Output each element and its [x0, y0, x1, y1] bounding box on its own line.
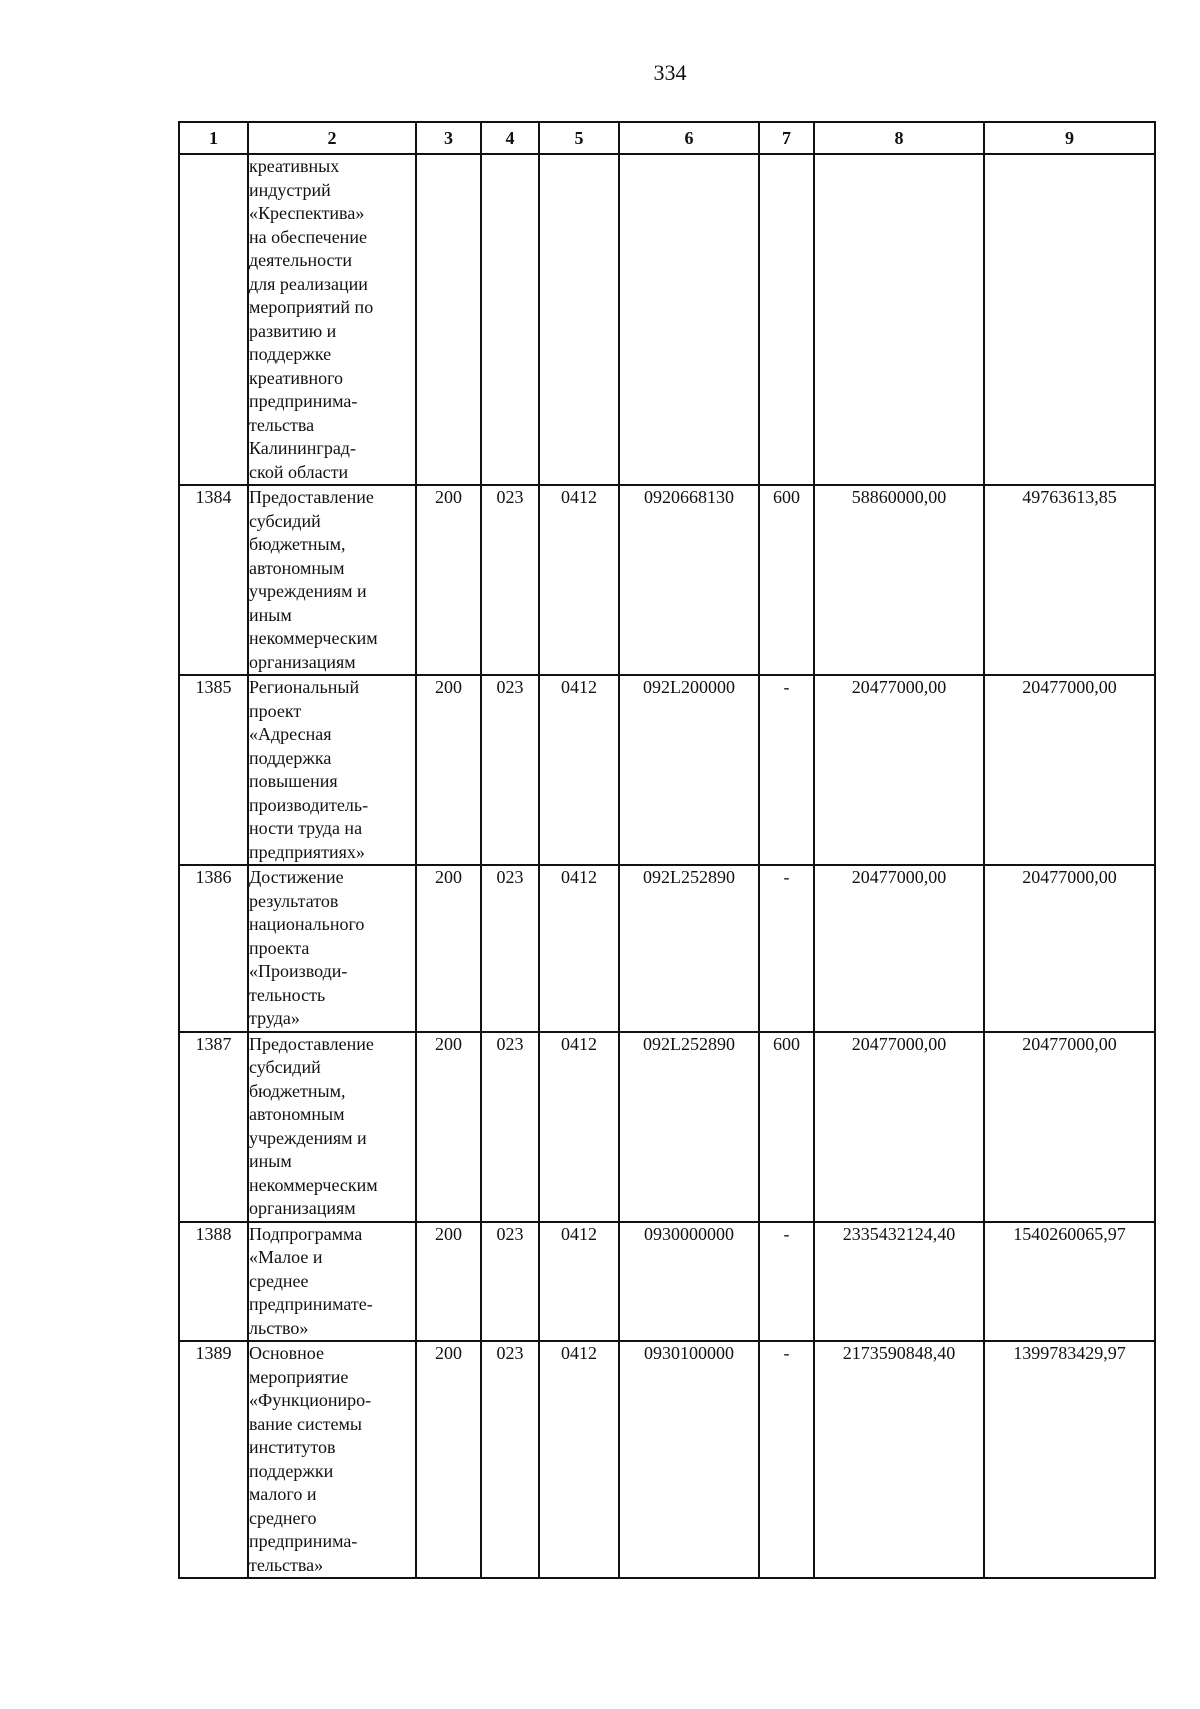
cell-col3: 200 [416, 865, 481, 1032]
row-number: 1387 [179, 1032, 248, 1222]
cell-col4: 023 [481, 1222, 539, 1342]
cell-col7: 600 [759, 1032, 814, 1222]
row-name: Подпрограмма «Малое и среднее предпринимате- льство» [248, 1222, 416, 1342]
header-cell-4: 4 [481, 122, 539, 154]
table-row [179, 1341, 1155, 1578]
table-row [179, 675, 1155, 865]
cell-col3: 200 [416, 675, 481, 865]
cell-col9: 20477000,00 [984, 865, 1155, 1032]
table-row [179, 1222, 1155, 1342]
cell-col3: 200 [416, 1222, 481, 1342]
table-row [179, 154, 1155, 485]
row-number: 1388 [179, 1222, 248, 1342]
table-row [179, 485, 1155, 675]
cell-col8: 20477000,00 [814, 865, 984, 1032]
header-cell-6: 6 [619, 122, 759, 154]
header-cell-3: 3 [416, 122, 481, 154]
cell-col6: 092L200000 [619, 675, 759, 865]
cell-col3: 200 [416, 1341, 481, 1578]
cell-col5: 0412 [539, 1222, 619, 1342]
cell-col4: 023 [481, 675, 539, 865]
table-row [179, 865, 1155, 1032]
page-number: 334 [653, 60, 687, 85]
cell-col5 [539, 154, 619, 485]
header-cell-2: 2 [248, 122, 416, 154]
cell-col4: 023 [481, 1032, 539, 1222]
header-cell-5: 5 [539, 122, 619, 154]
cell-col5: 0412 [539, 865, 619, 1032]
cell-col4: 023 [481, 1341, 539, 1578]
cell-col6 [619, 154, 759, 485]
cell-col7: 600 [759, 485, 814, 675]
cell-col7: - [759, 675, 814, 865]
cell-col8: 20477000,00 [814, 675, 984, 865]
cell-col6: 092L252890 [619, 1032, 759, 1222]
cell-col8: 20477000,00 [814, 1032, 984, 1222]
cell-col7: - [759, 1222, 814, 1342]
cell-col3: 200 [416, 485, 481, 675]
cell-col4 [481, 154, 539, 485]
cell-col4: 023 [481, 485, 539, 675]
cell-col6: 0920668130 [619, 485, 759, 675]
cell-col5: 0412 [539, 1341, 619, 1578]
row-name: Предоставление субсидий бюджетным, автономным учреждениям и иным некоммерческим организациям [248, 485, 416, 675]
cell-col9: 1540260065,97 [984, 1222, 1155, 1342]
row-number: 1385 [179, 675, 248, 865]
row-name: Достижение результатов национального проекта «Производи- тельность труда» [248, 865, 416, 1032]
cell-col6: 0930000000 [619, 1222, 759, 1342]
cell-col3 [416, 154, 481, 485]
cell-col8: 2173590848,40 [814, 1341, 984, 1578]
header-cell-9: 9 [984, 122, 1155, 154]
row-number: 1389 [179, 1341, 248, 1578]
row-name: Предоставление субсидий бюджетным, автономным учреждениям и иным некоммерческим организациям [248, 1032, 416, 1222]
cell-col9 [984, 154, 1155, 485]
cell-col8 [814, 154, 984, 485]
cell-col8: 58860000,00 [814, 485, 984, 675]
cell-col9: 49763613,85 [984, 485, 1155, 675]
table-row [179, 1032, 1155, 1222]
budget-table [178, 121, 1156, 1579]
cell-col6: 092L252890 [619, 865, 759, 1032]
cell-col9: 20477000,00 [984, 1032, 1155, 1222]
cell-col7: - [759, 1341, 814, 1578]
cell-col9: 1399783429,97 [984, 1341, 1155, 1578]
row-name: Основное мероприятие «Функциониро- вание системы институтов поддержки малого и среднего предпринима- тельства» [248, 1341, 416, 1578]
cell-col5: 0412 [539, 675, 619, 865]
row-name: креативных индустрий «Креспектива» на обеспечение деятельности для реализации мероприятий по развитию и поддержке креативного предпринима- тельства Калининград- ской области [248, 154, 416, 485]
cell-col4: 023 [481, 865, 539, 1032]
cell-col7: - [759, 865, 814, 1032]
cell-col6: 0930100000 [619, 1341, 759, 1578]
row-number: 1386 [179, 865, 248, 1032]
header-cell-8: 8 [814, 122, 984, 154]
cell-col8: 2335432124,40 [814, 1222, 984, 1342]
cell-col5: 0412 [539, 1032, 619, 1222]
row-number [179, 154, 248, 485]
header-row [179, 122, 1155, 154]
header-cell-7: 7 [759, 122, 814, 154]
cell-col7 [759, 154, 814, 485]
header-cell-1: 1 [179, 122, 248, 154]
cell-col9: 20477000,00 [984, 675, 1155, 865]
row-name: Региональный проект «Адресная поддержка повышения производитель- ности труда на предприятиях» [248, 675, 416, 865]
cell-col5: 0412 [539, 485, 619, 675]
row-number: 1384 [179, 485, 248, 675]
cell-col3: 200 [416, 1032, 481, 1222]
